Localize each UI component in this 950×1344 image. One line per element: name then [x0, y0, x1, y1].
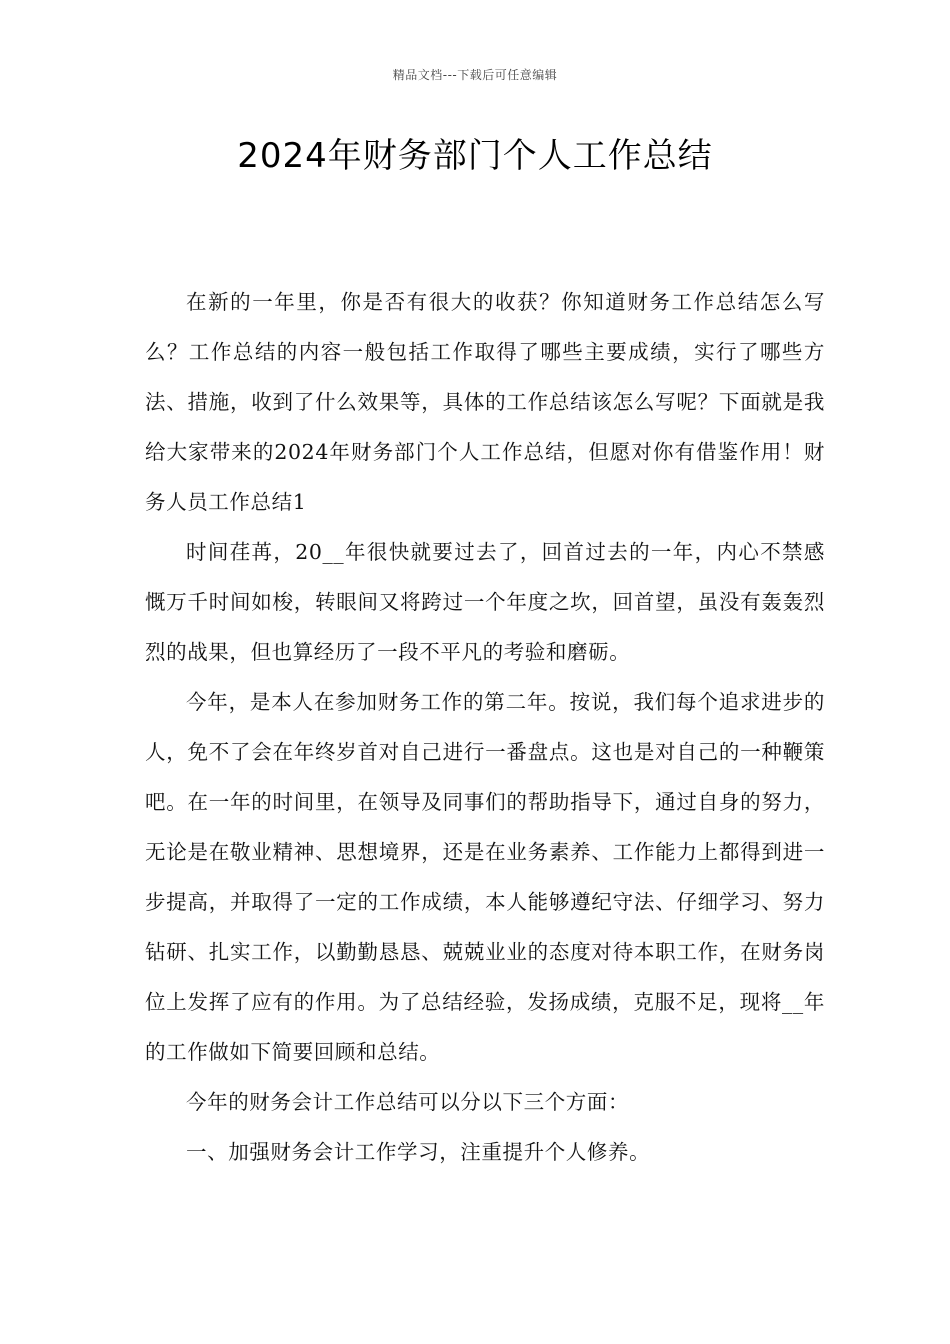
- document-body: [145, 277, 825, 1177]
- header-note: 精品文档---下载后可任意编辑: [392, 68, 558, 82]
- paragraph-this-year: 今年，是本人在参加财务工作的第二年。按说，我们每个追求进步的人，免不了会在年终岁首对自己进行一番盘点。这也是对自己的一种鞭策吧。在一年的时间里，在领导及同事们的帮助指导下，通过自身的努力，无论是在敬业精神、思想境界，还是在业务素养、工作能力上都得到进一步提高，并取得了一定的工作成绩，本人能够遵纪守法、仔细学习、努力钻研、扎实工作，以勤勤恳恳、兢兢业业的态度对待本职工作，在财务岗位上发挥了应有的作用。为了总结经验，发扬成绩，克服不足，现将__年的工作做如下简要回顾和总结。: [145, 690, 825, 1064]
- paragraph-intro: 在新的一年里，你是否有很大的收获？你知道财务工作总结怎么写么？工作总结的内容一般包括工作取得了哪些主要成绩，实行了哪些方法、措施，收到了什么效果等，具体的工作总结该怎么写呢？下面就是我给大家带来的2024年财务部门个人工作总结，但愿对你有借鉴作用！财务人员工作总结1: [145, 290, 825, 514]
- document-title: 2024年财务部门个人工作总结: [237, 136, 713, 176]
- section-heading-one: 一、加强财务会计工作学习，注重提升个人修养。: [186, 1140, 651, 1164]
- paragraph-time-passing: 时间荏苒，20__年很快就要过去了，回首过去的一年，内心不禁感慨万千时间如梭，转眼间又将跨过一个年度之坎，回首望，虽没有轰轰烈烈的战果，但也算经历了一段不平凡的考验和磨砺。: [145, 540, 825, 664]
- paragraph-three-aspects: 今年的财务会计工作总结可以分以下三个方面：: [186, 1090, 630, 1114]
